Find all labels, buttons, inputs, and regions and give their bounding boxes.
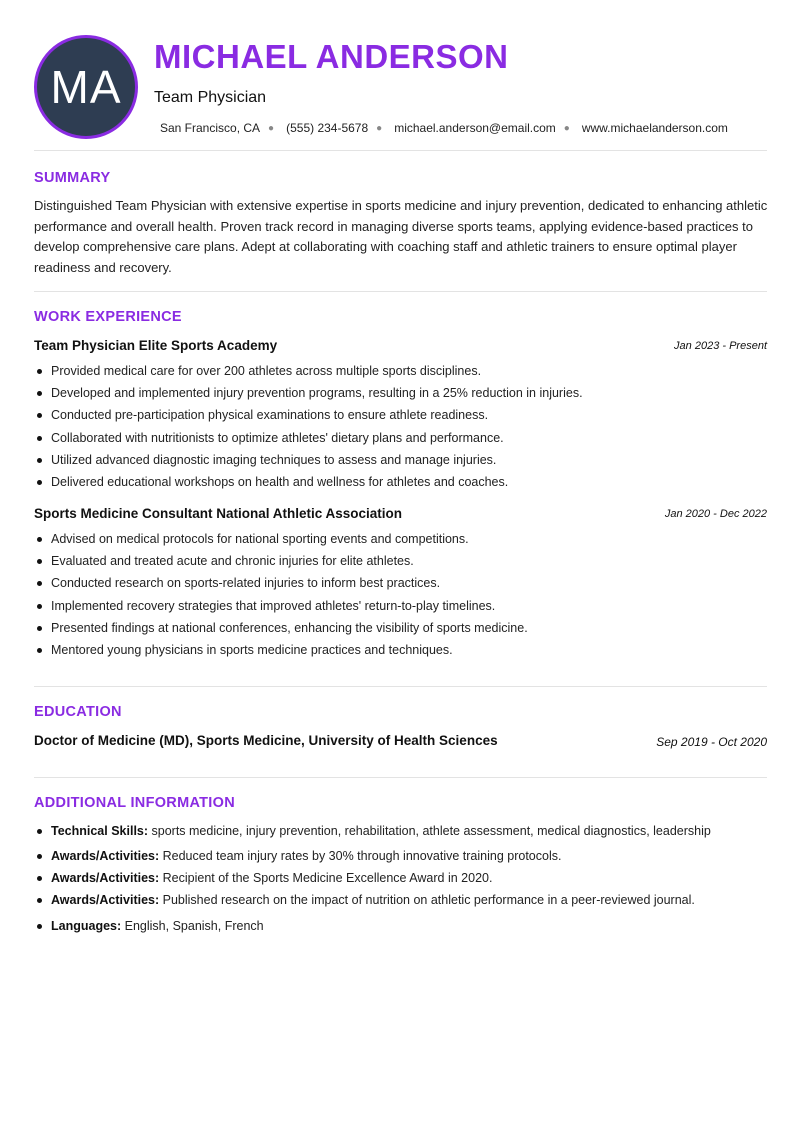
list-item: Advised on medical protocols for national sporting events and competitions.: [34, 530, 767, 552]
list-item: [34, 917, 767, 939]
job-header: [34, 506, 767, 524]
contact-website[interactable]: www.michaelanderson.com: [581, 121, 728, 135]
list-item: [34, 869, 767, 891]
job-bullets: [34, 530, 767, 663]
info-label: Awards/Activities:: [51, 871, 160, 885]
job-title: Sports Medicine Consultant National Athletic Association: [34, 506, 403, 521]
contact-location: San Francisco, CA: [160, 121, 261, 135]
job-bullets: [34, 362, 767, 495]
job-header: [34, 338, 767, 356]
education-date: Sep 2019 - Oct 2020: [656, 735, 767, 749]
additional-heading: ADDITIONAL INFORMATION: [34, 795, 235, 811]
education-entry: [34, 733, 767, 751]
separator-dot-icon: ●: [268, 122, 275, 134]
list-item: Utilized advanced diagnostic imaging techniques to assess and manage injuries.: [34, 451, 767, 473]
section-divider: [34, 291, 767, 292]
list-item: [34, 891, 767, 917]
contact-email[interactable]: michael.anderson@email.com: [394, 121, 556, 135]
avatar-initials: MA: [50, 61, 122, 113]
list-item: Collaborated with nutritionists to optimize athletes' dietary plans and performance.: [34, 429, 767, 451]
info-label: Technical Skills:: [51, 824, 149, 838]
job-date: Jan 2023 - Present: [674, 340, 767, 352]
list-item: Conducted pre-participation physical examinations to ensure athlete readiness.: [34, 406, 767, 428]
list-item: [34, 822, 767, 847]
contact-bar: [160, 121, 728, 135]
info-text: sports medicine, injury prevention, rehabilitation, athlete assessment, medical diagnostics, leadership: [148, 824, 711, 838]
list-item: Implemented recovery strategies that improved athletes' return-to-play timelines.: [34, 597, 767, 619]
summary-text: Distinguished Team Physician with extensive expertise in sports medicine and injury prevention, dedicated to enhancing athletic performance and overall health. Proven track record in managing diverse sports teams, applying evidence-based practices to develop comprehensive care plans. Adept at collaborating with coaching staff and athletic trainers to ensure optimal player readiness and recovery.: [34, 198, 768, 275]
list-item: Presented findings at national conferences, enhancing the visibility of sports medicine.: [34, 619, 767, 641]
list-item: Mentored young physicians in sports medicine practices and techniques.: [34, 641, 767, 663]
separator-dot-icon: ●: [376, 122, 383, 134]
section-divider: [34, 686, 767, 687]
section-divider: [34, 777, 767, 778]
job-title: Team Physician Elite Sports Academy: [34, 338, 278, 353]
summary-heading: SUMMARY: [34, 170, 111, 186]
experience-heading: WORK EXPERIENCE: [34, 309, 182, 325]
list-item: Delivered educational workshops on health and wellness for athletes and coaches.: [34, 473, 767, 495]
list-item: Conducted research on sports-related injuries to inform best practices.: [34, 574, 767, 596]
candidate-name: MICHAEL ANDERSON: [154, 38, 509, 75]
info-text: Published research on the impact of nutrition on athletic performance in a peer-reviewed journal.: [159, 893, 695, 907]
info-text: Recipient of the Sports Medicine Excellence Award in 2020.: [159, 871, 493, 885]
avatar: [34, 35, 138, 139]
info-label: Awards/Activities:: [51, 893, 160, 907]
list-item: Provided medical care for over 200 athletes across multiple sports disciplines.: [34, 362, 767, 384]
job-date: Jan 2020 - Dec 2022: [664, 508, 767, 520]
info-label: Awards/Activities:: [51, 849, 160, 863]
list-item: [34, 847, 767, 869]
info-text: English, Spanish, French: [121, 919, 264, 933]
separator-dot-icon: ●: [563, 122, 570, 134]
info-label: Languages:: [51, 919, 122, 933]
contact-phone: (555) 234-5678: [286, 121, 369, 135]
section-divider: [34, 150, 767, 151]
education-degree: Doctor of Medicine (MD), Sports Medicine, University of Health Sciences: [34, 733, 498, 748]
education-heading: EDUCATION: [34, 704, 122, 720]
info-text: Reduced team injury rates by 30% through innovative training protocols.: [159, 849, 562, 863]
candidate-role: Team Physician: [154, 89, 267, 106]
additional-list: [34, 822, 767, 939]
list-item: Evaluated and treated acute and chronic injuries for elite athletes.: [34, 552, 767, 574]
list-item: Developed and implemented injury prevention programs, resulting in a 25% reduction in injuries.: [34, 384, 767, 406]
